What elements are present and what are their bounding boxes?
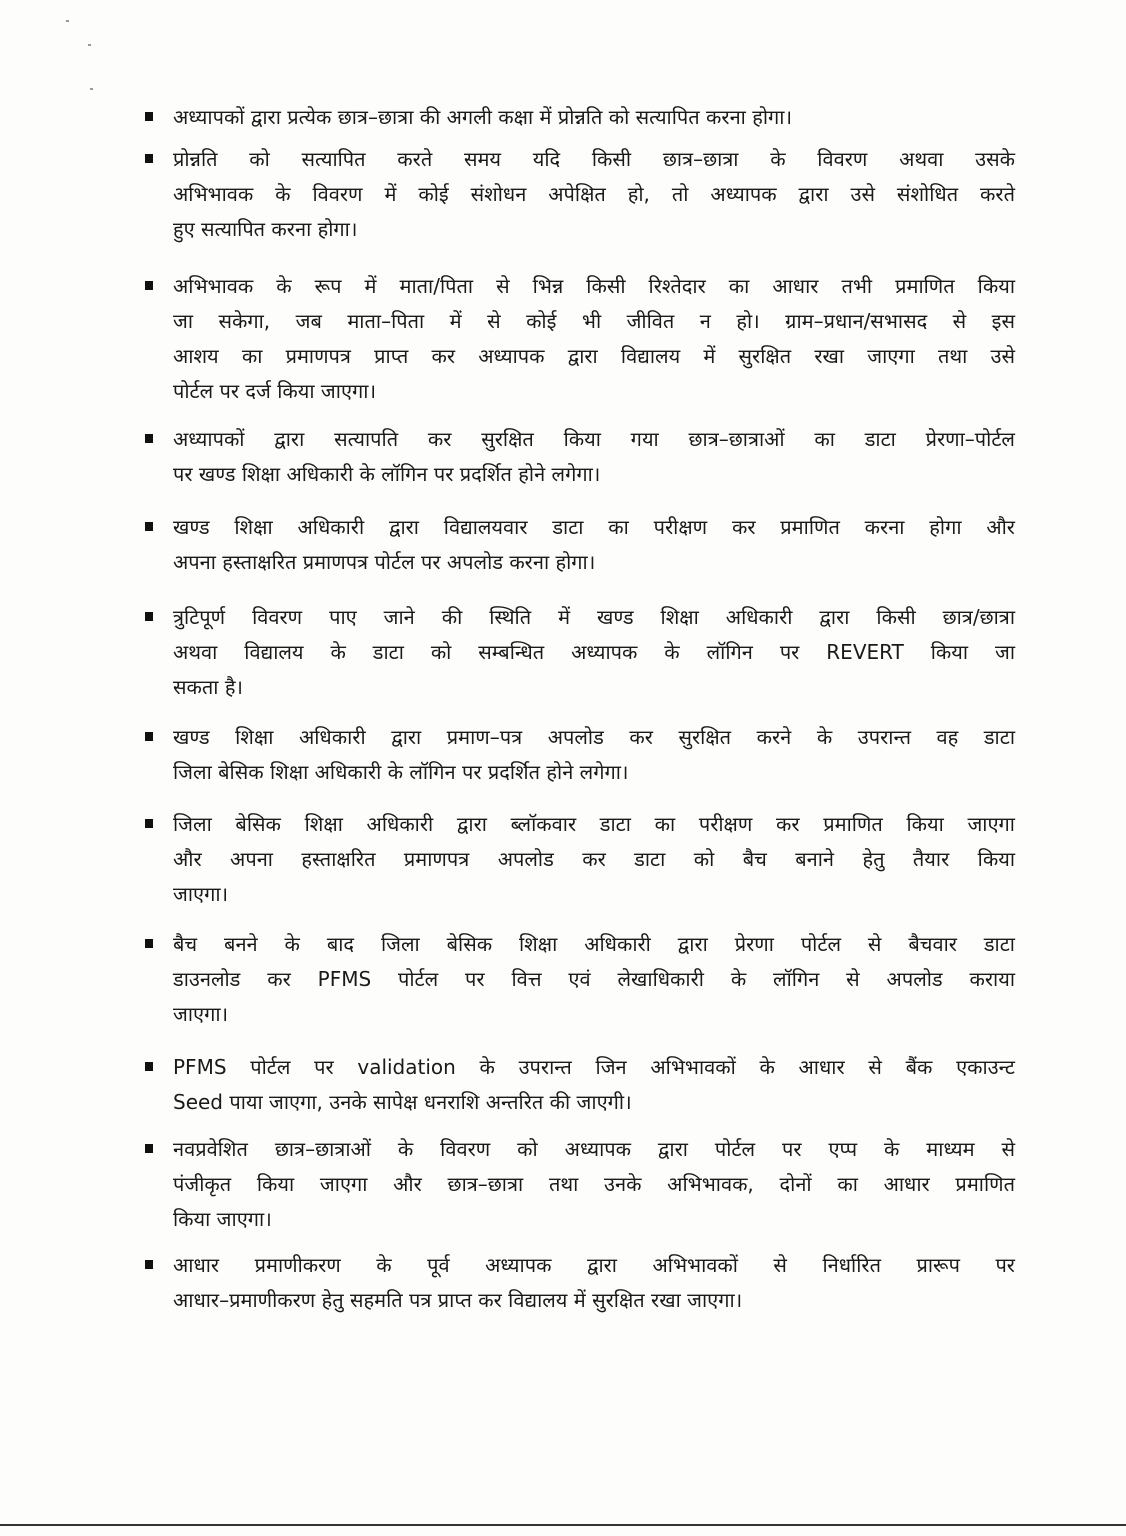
bullet-paragraph bbox=[145, 600, 1015, 705]
paragraph-line: अध्यापकों द्वारा सत्यापति कर सुरक्षित किया गया छात्र–छात्राओं का डाटा प्रेरणा–पोर्टल bbox=[173, 427, 1015, 451]
paragraph-line: नवप्रवेशित छात्र–छात्राओं के विवरण को अध्यापक द्वारा पोर्टल पर एप्प के माध्यम से bbox=[173, 1137, 1015, 1161]
paragraph-line: अपना हस्ताक्षरित प्रमाणपत्र पोर्टल पर अपलोड करना होगा। bbox=[173, 550, 596, 574]
paragraph-line: पोर्टल पर दर्ज किया जाएगा। bbox=[173, 379, 377, 403]
scan-speck bbox=[88, 44, 91, 46]
paragraph-line: खण्ड शिक्षा अधिकारी द्वारा विद्यालयवार डाटा का परीक्षण कर प्रमाणित करना होगा और bbox=[173, 515, 1015, 539]
bullet-paragraph bbox=[145, 100, 1015, 135]
paragraph-line: और अपना हस्ताक्षरित प्रमाणपत्र अपलोड कर डाटा को बैच बनाने हेतु तैयार किया bbox=[173, 847, 1015, 871]
paragraph-line: खण्ड शिक्षा अधिकारी द्वारा प्रमाण–पत्र अपलोड कर सुरक्षित करने के उपरान्त वह डाटा bbox=[173, 725, 1015, 749]
bottom-rule bbox=[0, 1524, 1126, 1526]
square-bullet-icon bbox=[145, 1260, 153, 1269]
paragraph-line: आधार प्रमाणीकरण के पूर्व अध्यापक द्वारा अभिभावकों से निर्धारित प्रारूप पर bbox=[173, 1253, 1015, 1277]
paragraph-line: किया जाएगा। bbox=[173, 1207, 272, 1231]
square-bullet-icon bbox=[145, 819, 153, 828]
paragraph-line: अभिभावक के विवरण में कोई संशोधन अपेक्षित हो, तो अध्यापक द्वारा उसे संशोधित करते bbox=[173, 182, 1015, 206]
bullet-paragraph bbox=[145, 720, 1015, 790]
paragraph-line: त्रुटिपूर्ण विवरण पाए जाने की स्थिति में खण्ड शिक्षा अधिकारी द्वारा किसी छात्र/छात्रा bbox=[173, 605, 1015, 629]
paragraph-line: जाएगा। bbox=[173, 1002, 229, 1026]
paragraph-line: अध्यापकों द्वारा प्रत्येक छात्र–छात्रा की अगली कक्षा में प्रोन्नति को सत्यापित करना होगा। bbox=[173, 105, 793, 129]
paragraph-line: जिला बेसिक शिक्षा अधिकारी के लॉगिन पर प्रदर्शित होने लगेगा। bbox=[173, 760, 629, 784]
paragraph-line: हुए सत्यापित करना होगा। bbox=[173, 217, 358, 241]
paragraph-line: प्रोन्नति को सत्यापित करते समय यदि किसी छात्र–छात्रा के विवरण अथवा उसके bbox=[173, 147, 1015, 171]
paragraph-line: जिला बेसिक शिक्षा अधिकारी द्वारा ब्लॉकवार डाटा का परीक्षण कर प्रमाणित किया जाएगा bbox=[173, 812, 1015, 836]
bullet-paragraph bbox=[145, 807, 1015, 912]
square-bullet-icon bbox=[145, 1144, 153, 1153]
bullet-paragraph bbox=[145, 269, 1015, 409]
square-bullet-icon bbox=[145, 281, 153, 290]
paragraph-line: PFMS पोर्टल पर validation के उपरान्त जिन अभिभावकों के आधार से बैंक एकाउन्ट bbox=[173, 1055, 1015, 1079]
scan-speck bbox=[66, 20, 69, 22]
square-bullet-icon bbox=[145, 939, 153, 948]
paragraph-line: जाएगा। bbox=[173, 882, 229, 906]
paragraph-line: सकता है। bbox=[173, 675, 244, 699]
paragraph-line: अथवा विद्यालय के डाटा को सम्बन्धित अध्यापक के लॉगिन पर REVERT किया जा bbox=[173, 640, 1015, 664]
bullet-paragraph bbox=[145, 1248, 1015, 1318]
square-bullet-icon bbox=[145, 522, 153, 531]
bullet-paragraph bbox=[145, 1132, 1015, 1237]
paragraph-line: जा सकेगा, जब माता–पिता में से कोई भी जीवित न हो। ग्राम–प्रधान/सभासद से इस bbox=[173, 309, 1015, 333]
paragraph-line: पंजीकृत किया जाएगा और छात्र–छात्रा तथा उनके अभिभावक, दोनों का आधार प्रमाणित bbox=[173, 1172, 1015, 1196]
square-bullet-icon bbox=[145, 1062, 153, 1071]
paragraph-line: आशय का प्रमाणपत्र प्राप्त कर अध्यापक द्वारा विद्यालय में सुरक्षित रखा जाएगा तथा उसे bbox=[173, 344, 1015, 368]
bullet-paragraph bbox=[145, 1050, 1015, 1120]
bullet-paragraph bbox=[145, 927, 1015, 1032]
square-bullet-icon bbox=[145, 154, 153, 163]
paragraph-line: आधार–प्रमाणीकरण हेतु सहमति पत्र प्राप्त कर विद्यालय में सुरक्षित रखा जाएगा। bbox=[173, 1288, 743, 1312]
paragraph-line: पर खण्ड शिक्षा अधिकारी के लॉगिन पर प्रदर्शित होने लगेगा। bbox=[173, 462, 601, 486]
square-bullet-icon bbox=[145, 434, 153, 443]
square-bullet-icon bbox=[145, 112, 153, 121]
bullet-paragraph bbox=[145, 422, 1015, 492]
paragraph-line: अभिभावक के रूप में माता/पिता से भिन्न किसी रिश्तेदार का आधार तभी प्रमाणित किया bbox=[173, 274, 1015, 298]
bullet-paragraph bbox=[145, 510, 1015, 580]
square-bullet-icon bbox=[145, 732, 153, 741]
paragraph-line: डाउनलोड कर PFMS पोर्टल पर वित्त एवं लेखाधिकारी के लॉगिन से अपलोड कराया bbox=[173, 967, 1015, 991]
paragraph-line: Seed पाया जाएगा, उनके सापेक्ष धनराशि अन्तरित की जाएगी। bbox=[173, 1090, 632, 1114]
scan-speck bbox=[90, 88, 93, 90]
paragraph-line: बैच बनने के बाद जिला बेसिक शिक्षा अधिकारी द्वारा प्रेरणा पोर्टल से बैचवार डाटा bbox=[173, 932, 1015, 956]
square-bullet-icon bbox=[145, 612, 153, 621]
bullet-paragraph bbox=[145, 142, 1015, 247]
